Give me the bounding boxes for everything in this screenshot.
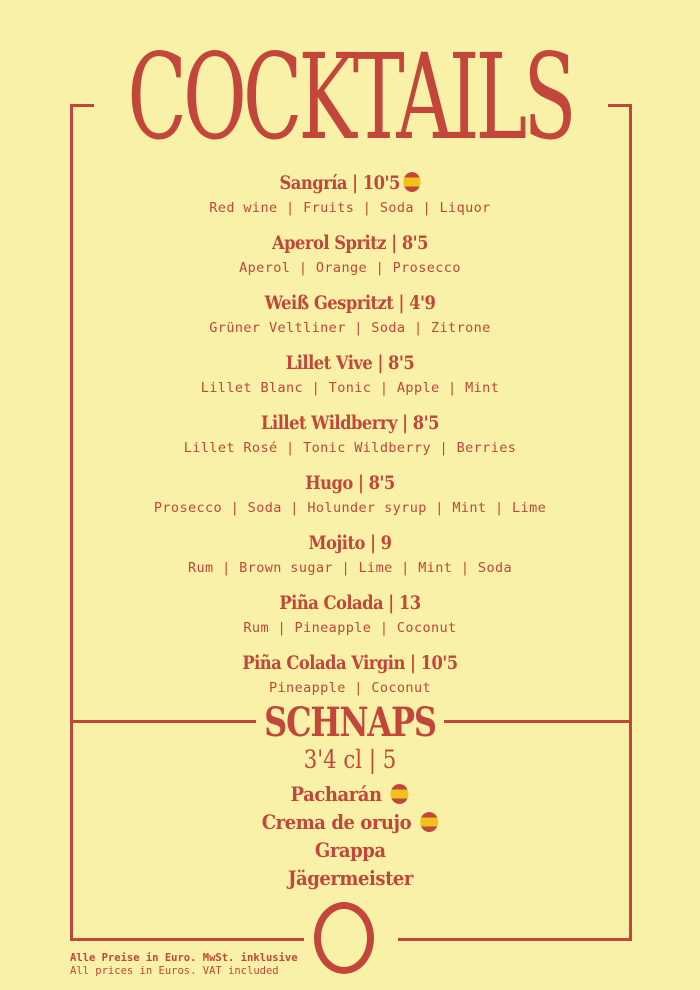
cocktail-ingredients: Rum | Brown sugar | Lime | Mint | Soda	[187, 560, 513, 576]
cocktail-name-text: Hugo | 8'5	[305, 472, 395, 494]
cocktail-name	[109, 470, 591, 496]
cocktail-name-text: Mojito | 9	[308, 532, 392, 554]
cocktail-ingredients: Lillet Rosé | Tonic Wildberry | Berries	[183, 440, 517, 456]
schnaps-item-name: Pacharán	[290, 782, 383, 806]
cocktail-name-text: Weiß Gespritzt | 4'9	[264, 292, 436, 314]
cocktail-item	[70, 230, 630, 278]
cocktail-ingredients: Grüner Veltliner | Soda | Zitrone	[209, 320, 491, 336]
cocktail-name	[109, 410, 591, 436]
cocktail-item	[70, 590, 630, 638]
schnaps-item	[0, 780, 700, 808]
cocktail-name-text: Sangría | 10'5	[279, 172, 400, 194]
schnaps-item-name: Grappa	[314, 838, 386, 862]
footer	[70, 952, 298, 978]
cocktail-name	[109, 170, 591, 196]
schnaps-item	[0, 864, 700, 892]
cocktail-name	[109, 350, 591, 376]
cocktail-name-text: Lillet Vive | 8'5	[285, 352, 415, 374]
schnaps-item-row	[287, 864, 412, 892]
schnaps-item-row	[291, 780, 409, 808]
schnaps-title: SCHNAPS	[264, 699, 436, 746]
cocktail-item	[70, 410, 630, 458]
cocktail-item	[70, 530, 630, 578]
cocktail-name-text: Piña Colada | 13	[279, 592, 421, 614]
frame-bottom-right	[398, 938, 632, 941]
cocktail-ingredients: Lillet Blanc | Tonic | Apple | Mint	[200, 380, 500, 396]
schnaps-item-name: Jägermeister	[287, 866, 413, 890]
cocktail-name	[109, 290, 591, 316]
schnaps-item-row	[262, 808, 438, 836]
footer-german: Alle Preise in Euro. MwSt. inklusive	[70, 952, 298, 964]
cocktail-ingredients: Prosecco | Soda | Holunder syrup | Mint | Lime	[153, 500, 547, 516]
cocktail-item	[70, 170, 630, 218]
cocktail-item	[70, 650, 630, 698]
cocktail-name	[109, 530, 591, 556]
page-title: COCKTAILS	[127, 28, 573, 166]
schnaps-price: 3'4 cl | 5	[303, 745, 397, 774]
cocktail-name	[109, 590, 591, 616]
cocktail-name-text: Piña Colada Virgin | 10'5	[242, 652, 458, 674]
cocktail-item	[70, 470, 630, 518]
schnaps-item-row	[315, 836, 386, 864]
cocktail-ingredients: Red wine | Fruits | Soda | Liquor	[209, 200, 491, 216]
cocktail-ingredients: Rum | Pineapple | Coconut	[243, 620, 457, 636]
cocktail-item	[70, 350, 630, 398]
decorative-ring	[314, 902, 374, 974]
cocktail-name	[109, 650, 591, 676]
schnaps-item-name: Crema de orujo	[261, 810, 412, 834]
footer-english: All prices in Euros. VAT included	[70, 965, 279, 977]
spain-flag-icon	[391, 784, 409, 804]
schnaps-item	[0, 836, 700, 864]
schnaps-item	[0, 808, 700, 836]
cocktail-name-text: Aperol Spritz | 8'5	[271, 232, 429, 254]
cocktail-name	[109, 230, 591, 256]
frame-bottom-left	[70, 938, 304, 941]
frame-top-left	[70, 104, 94, 107]
cocktail-ingredients: Aperol | Orange | Prosecco	[239, 260, 461, 276]
cocktail-ingredients: Pineapple | Coconut	[268, 680, 432, 696]
spain-flag-icon	[420, 812, 438, 832]
cocktail-item	[70, 290, 630, 338]
cocktail-name-text: Lillet Wildberry | 8'5	[261, 412, 439, 434]
spain-flag-icon	[403, 172, 420, 192]
